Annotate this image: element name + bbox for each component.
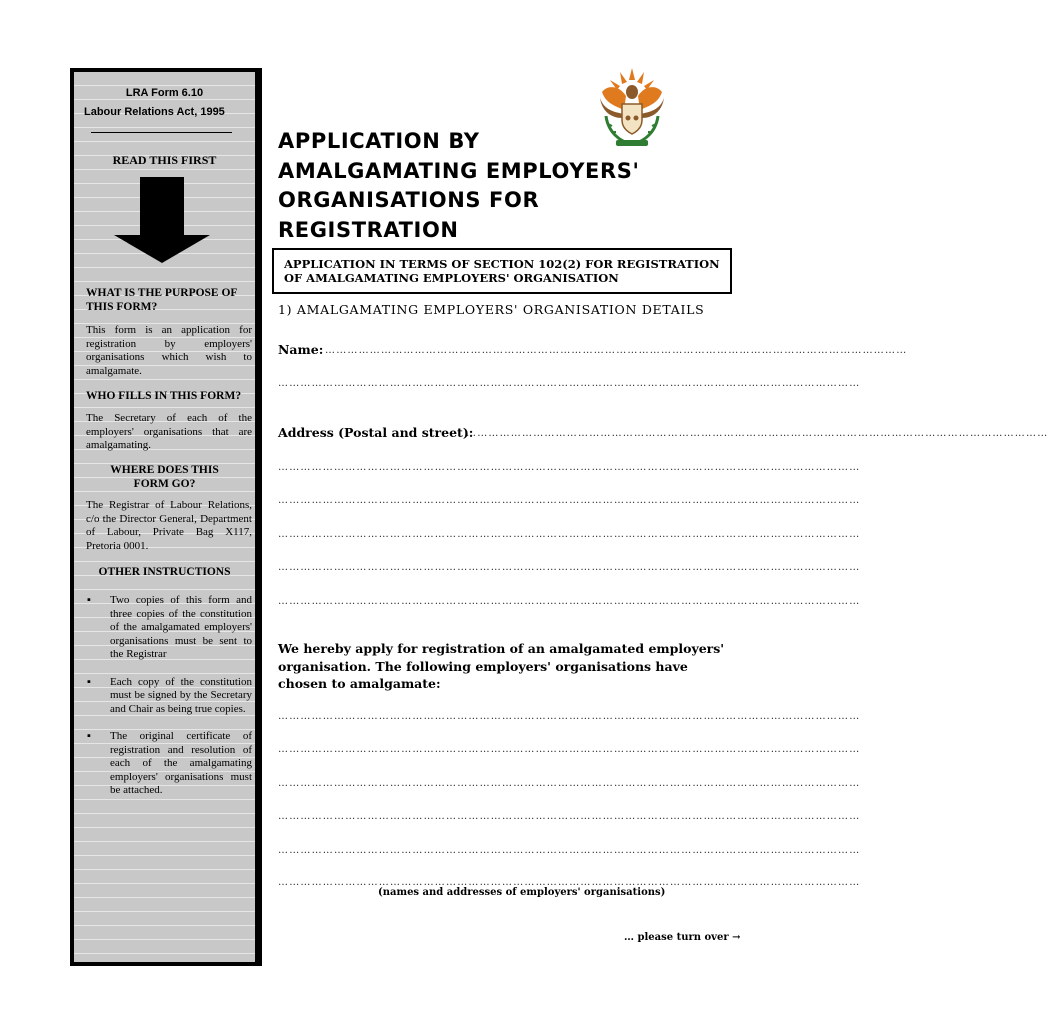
address-field-line[interactable]: ………………………………………………………………………………………………………………………………………… bbox=[278, 462, 861, 473]
bullet-icon: ▪ bbox=[87, 730, 91, 742]
act-name: Labour Relations Act, 1995 bbox=[84, 106, 225, 118]
purpose-text: This form is an application for registration by employers' organisations which wish to amalgamate. bbox=[86, 324, 252, 377]
organisation-line[interactable]: ………………………………………………………………………………………………………………………………………… bbox=[278, 711, 861, 722]
where-text: The Registrar of Labour Relations, c/o the Director General, Department of Labour, Private Bag X117, Pretoria 0001. bbox=[86, 499, 252, 552]
other-instructions-heading: OTHER INSTRUCTIONS bbox=[98, 566, 231, 578]
organisation-line[interactable]: ………………………………………………………………………………………………………………………………………… bbox=[278, 744, 861, 755]
instruction-item: ▪ Two copies of this form and three copies of the constitution of the amalgamated employers' organisations must be sent to the Registrar bbox=[87, 594, 252, 660]
form-number: LRA Form 6.10 bbox=[125, 87, 204, 99]
instruction-list bbox=[86, 594, 252, 812]
name-label: Name: bbox=[278, 342, 324, 357]
read-first-heading: READ THIS FIRST bbox=[112, 153, 217, 167]
name-field-line-2[interactable]: ………………………………………………………………………………………………………………………………………… bbox=[278, 378, 861, 389]
address-field-line[interactable]: ………………………………………………………………………………………………………………………………………… bbox=[278, 562, 861, 573]
bullet-icon: ▪ bbox=[87, 675, 91, 688]
purpose-heading: WHAT IS THE PURPOSE OF THIS FORM? bbox=[86, 287, 238, 313]
bullet-icon: ▪ bbox=[87, 594, 91, 606]
form-title: APPLICATION BY AMALGAMATING EMPLOYERS' ORGANISATIONS FOR REGISTRATION bbox=[278, 129, 640, 242]
where-heading: WHERE DOES THIS FORM GO? bbox=[110, 464, 219, 490]
instruction-item: ▪ Each copy of the constitution must be signed by the Secretary and Chair as being true copies. bbox=[87, 675, 252, 715]
address-label: Address (Postal and street): bbox=[278, 425, 474, 440]
who-heading: WHO FILLS IN THIS FORM? bbox=[86, 390, 242, 402]
down-arrow-icon bbox=[112, 177, 212, 263]
who-text: The Secretary of each of the employers' organisations that are amalgamating. bbox=[86, 412, 252, 451]
please-turn-over: … please turn over → bbox=[624, 932, 741, 943]
address-field-line[interactable]: ………………………………………………………………………………………………………………………………………… bbox=[278, 596, 861, 607]
organisation-line[interactable]: ………………………………………………………………………………………………………………………………………… bbox=[278, 877, 861, 888]
divider bbox=[91, 132, 232, 133]
organisation-line[interactable]: ………………………………………………………………………………………………………………………………………… bbox=[278, 778, 861, 789]
organisations-caption: (names and addresses of employers' organisations) bbox=[378, 887, 666, 898]
address-field-line[interactable]: ………………………………………………………………………………………………………………………………………… bbox=[278, 495, 861, 506]
application-statement: We hereby apply for registration of an amalgamated employers' organisation. The following employers' organisations have chosen to amalgamate: bbox=[278, 641, 725, 691]
address-field[interactable]: ………………………………………………………………………………………………………………………………………… bbox=[466, 428, 1048, 439]
section-heading: 1) AMALGAMATING EMPLOYERS' ORGANISATION DETAILS bbox=[278, 302, 705, 317]
name-field[interactable]: ………………………………………………………………………………………………………………………………………… bbox=[325, 345, 908, 356]
instructions-sidebar bbox=[70, 68, 262, 966]
organisation-line[interactable]: ………………………………………………………………………………………………………………………………………… bbox=[278, 845, 861, 856]
application-notice-text: APPLICATION IN TERMS OF SECTION 102(2) FOR REGISTRATION OF AMALGAMATING EMPLOYERS' ORGANISATION bbox=[284, 257, 720, 285]
application-notice-box bbox=[272, 248, 732, 294]
instruction-item: ▪ The original certificate of registration and resolution of each of the amalgamating employers' organisations must be attached. bbox=[87, 730, 252, 796]
organisation-line[interactable]: ………………………………………………………………………………………………………………………………………… bbox=[278, 811, 861, 822]
address-field-line[interactable]: ………………………………………………………………………………………………………………………………………… bbox=[278, 529, 861, 540]
